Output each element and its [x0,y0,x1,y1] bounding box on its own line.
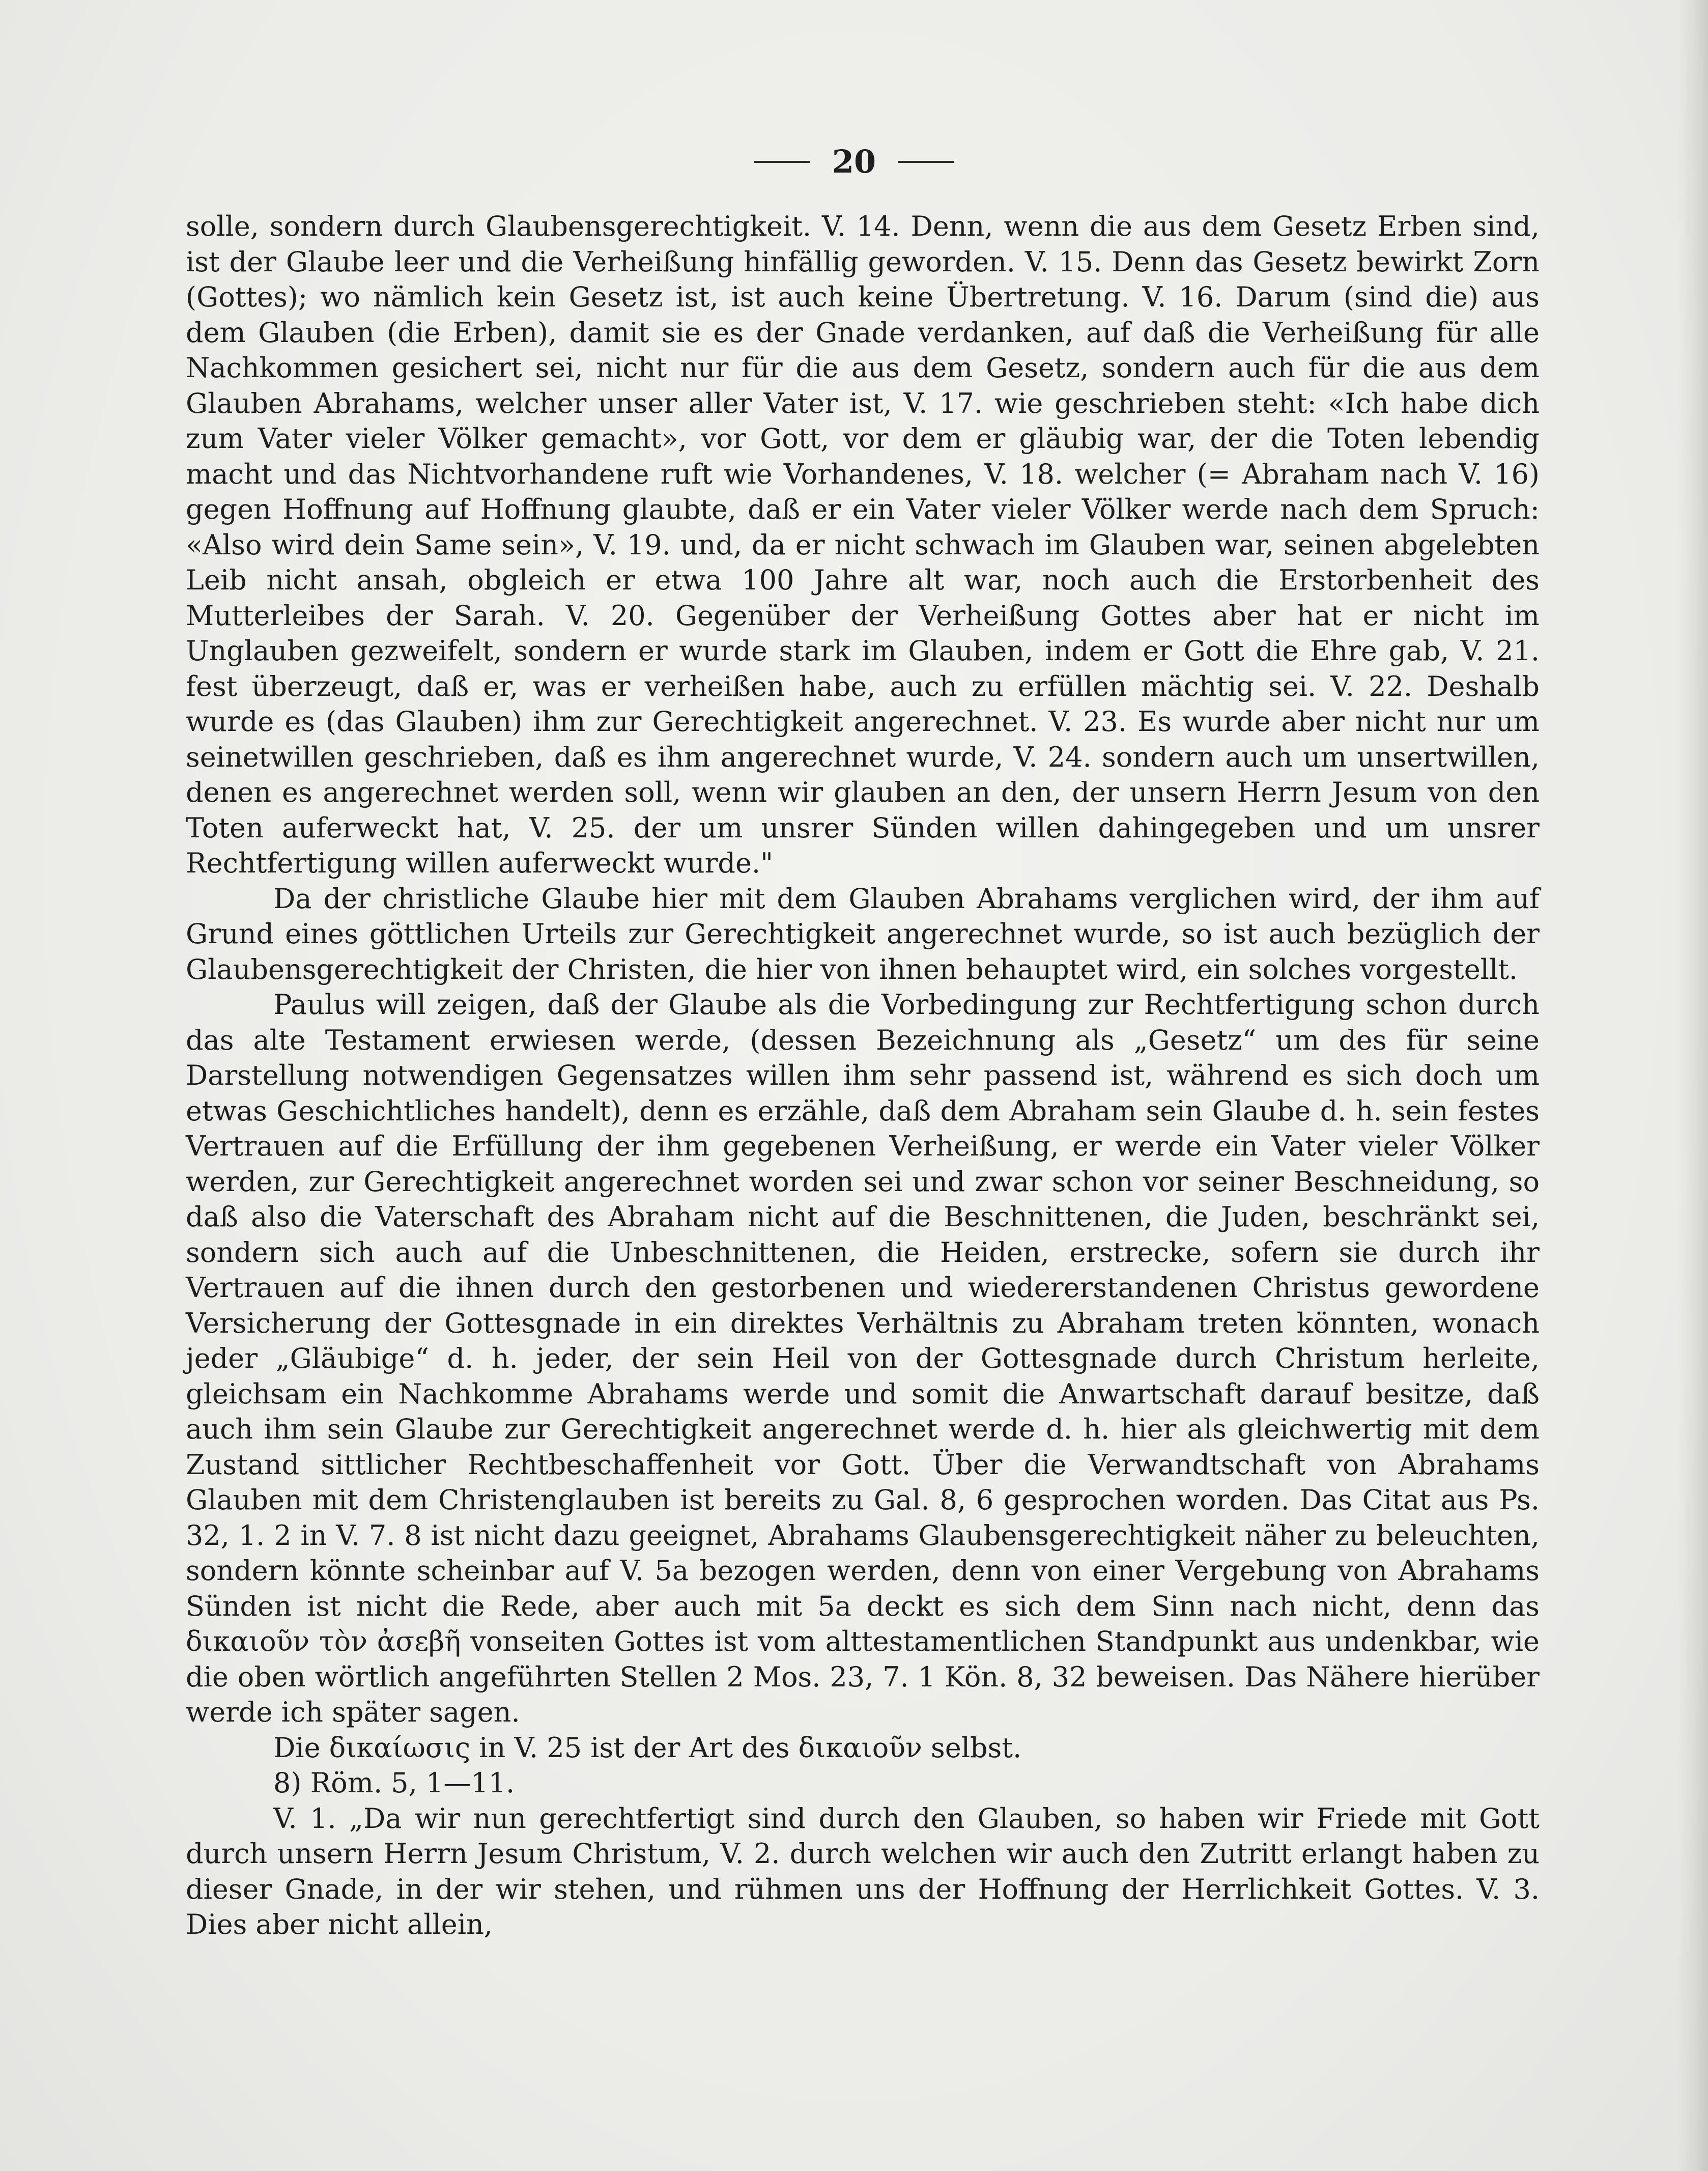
paragraph-continuation: solle, sondern durch Glaubensgerechtigkeit. V. 14. Denn, wenn die aus dem Gesetz Erben sind, ist der Glaube leer und die Verheißung hinfällig geworden. V. 15. Denn das Gesetz bewirkt Zorn (Gottes); wo nämlich kein Gesetz ist, ist auch keine Übertretung. V. 16. Darum (sind die) aus dem Glauben (die Erben), damit sie es der Gnade verdanken, auf daß die Verheißung für alle Nachkommen gesichert sei, nicht nur für die aus dem Gesetz, sondern auch für die aus dem Glauben Abrahams, welcher unser aller Vater ist, V. 17. wie geschrieben steht: «Ich habe dich zum Vater vieler Völker gemacht», vor Gott, vor dem er gläubig war, der die Toten lebendig macht und das Nichtvorhandene ruft wie Vorhandenes, V. 18. welcher (= Abraham nach V. 16) gegen Hoffnung auf Hoffnung glaubte, daß er ein Vater vieler Völker werde nach dem Spruch: «Also wird dein Same sein», V. 19. und, da er nicht schwach im Glauben war, seinen abgelebten Leib nicht ansah, obgleich er etwa 100 Jahre alt war, noch auch die Erstorbenheit des Mutterleibes der Sarah. V. 20. Gegenüber der Verheißung Gottes aber hat er nicht im Unglauben gezweifelt, sondern er wurde stark im Glauben, indem er Gott die Ehre gab, V. 21. fest überzeugt, daß er, was er verheißen habe, auch zu erfüllen mächtig sei. V. 22. Deshalb wurde es (das Glauben) ihm zur Gerechtigkeit angerechnet. V. 23. Es wurde aber nicht nur um seinetwillen geschrieben, daß es ihm angerechnet wurde, V. 24. sondern auch um unsertwillen, denen es angerechnet werden soll, wenn wir glauben an den, der unsern Herrn Jesum von den Toten auferweckt hat, V. 25. der um unsrer Sünden willen dahingegeben und um unsrer Rechtfertigung willen auferweckt wurde." [186,210,1540,879]
page-header [0,142,1708,182]
paragraph: Die δικαίωσις in V. 25 ist der Art des δικαιοῦν selbst. [273,1731,1022,1764]
header-rule-left [754,161,810,163]
body-text [186,209,1540,1942]
paragraph: V. 1. „Da wir nun gerechtfertigt sind durch den Glauben, so haben wir Friede mit Gott durch unsern Herrn Jesum Christum, V. 2. durch welchen wir auch den Zutritt erlangt haben zu dieser Gnade, in der wir stehen, und rühmen uns der Hoffnung der Herrlichkeit Gottes. V. 3. Dies aber nicht allein, [186,1802,1540,1940]
page-edge-shadow [1677,0,1708,2171]
page-number: 20 [832,143,876,180]
paragraph: Paulus will zeigen, daß der Glaube als die Vorbedingung zur Rechtfertigung schon durch das alte Testament erwiesen werde, (dessen Bezeichnung als „Gesetz“ um des für seine Darstellung notwendigen Gegensatzes willen ihm sehr passend ist, während es sich doch um etwas Geschichtliches handelt), denn es erzähle, daß dem Abraham sein Glaube d. h. sein festes Vertrauen auf die Erfüllung der ihm gegebenen Verheißung, er werde ein Vater vieler Völker werden, zur Gerechtigkeit angerechnet worden sei und zwar schon vor seiner Beschneidung, so daß also die Vaterschaft des Abraham nicht auf die Beschnittenen, die Juden, beschränkt sei, sondern sich auch auf die Unbeschnittenen, die Heiden, erstrecke, sofern sie durch ihr Vertrauen auf die ihnen durch den gestorbenen und wiedererstandenen Christus gewordene Versicherung der Gottesgnade in ein direktes Verhältnis zu Abraham treten könnten, wonach jeder „Gläubige“ d. h. jeder, der sein Heil von der Gottesgnade durch Christum herleite, gleichsam ein Nachkomme Abrahams werde und somit die Anwartschaft darauf besitze, daß auch ihm sein Glaube zur Gerechtigkeit angerechnet werde d. h. hier als gleichwertig mit dem Zustand sittlicher Rechtbeschaffenheit vor Gott. Über die Verwandtschaft von Abrahams Glauben mit dem Christenglauben ist bereits zu Gal. 8, 6 gesprochen worden. Das Citat aus Ps. 32, 1. 2 in V. 7. 8 ist nicht dazu geeignet, Abrahams Glaubensgerechtigkeit näher zu beleuchten, sondern könnte scheinbar auf V. 5a bezogen werden, denn von einer Vergebung von Abrahams Sünden ist nicht die Rede, aber auch mit 5a deckt es sich dem Sinn nach nicht, denn das δικαιοῦν τὸν ἀσεβῆ vonseiten Gottes ist vom alttestamentlichen Standpunkt aus undenkbar, wie die oben wörtlich angeführten Stellen 2 Mos. 23, 7. 1 Kön. 8, 32 beweisen. Das Nähere hierüber werde ich später sagen. [186,989,1540,1728]
section-note: 8) Röm. 5, 1—11. [273,1767,515,1799]
paragraph: Da der christliche Glaube hier mit dem Glauben Abrahams verglichen wird, der ihm auf Grund eines göttlichen Urteils zur Gerechtigkeit angerechnet wurde, so ist auch bezüglich der Glaubensgerechtigkeit der Christen, die hier von ihnen behauptet wird, ein solches vorgestellt. [186,882,1540,985]
header-rule-right [898,161,954,163]
